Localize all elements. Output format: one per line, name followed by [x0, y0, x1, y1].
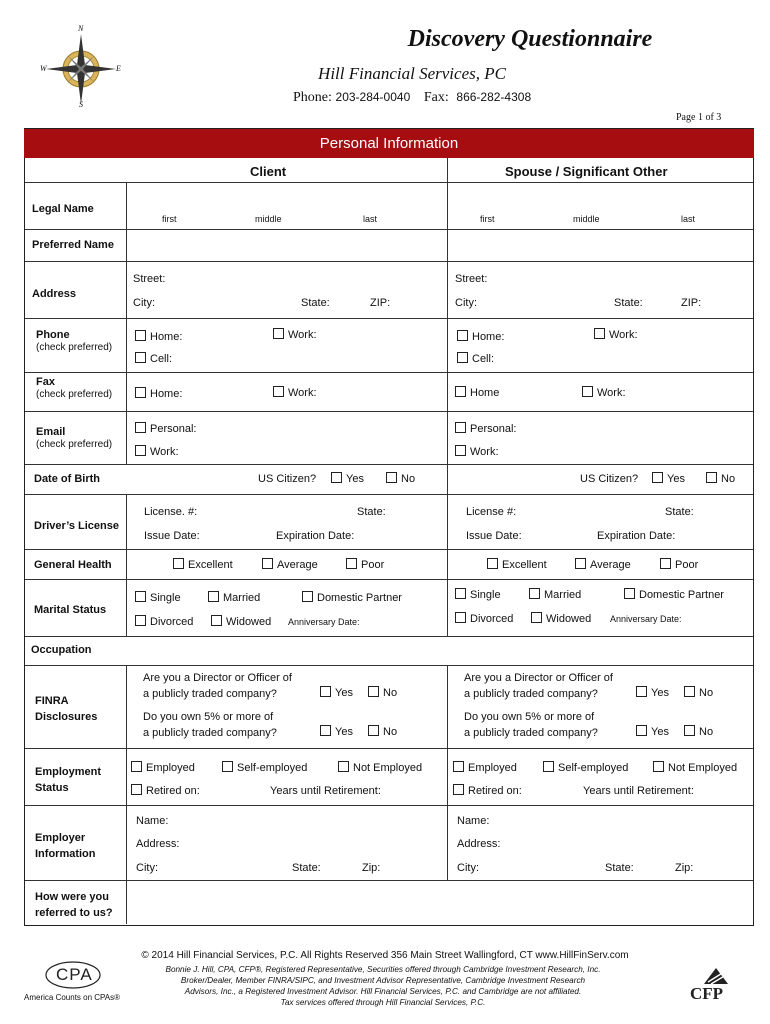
occupation-field[interactable] — [127, 638, 751, 664]
client-self-employed[interactable] — [222, 761, 307, 774]
client-phone-home[interactable] — [135, 330, 182, 343]
spouse-citizen-no[interactable] — [706, 472, 735, 485]
client-license-state[interactable]: State: — [357, 506, 386, 518]
checkbox[interactable] — [543, 761, 554, 772]
checkbox[interactable] — [211, 615, 222, 626]
checkbox[interactable] — [636, 686, 647, 697]
spouse-finra-q1-yes[interactable] — [636, 686, 669, 699]
checkbox[interactable] — [455, 612, 466, 623]
section-banner: Personal Information — [24, 129, 754, 158]
option-label: Yes — [335, 687, 353, 699]
spouse-employer-name[interactable]: Name: — [457, 815, 490, 827]
spouse-middle-hint: middle — [573, 214, 600, 224]
option-label: Yes — [667, 473, 685, 485]
checkbox[interactable] — [706, 472, 717, 483]
compass-w: W — [40, 64, 47, 73]
spouse-marital-domestic[interactable] — [624, 588, 724, 601]
option-label: Yes — [346, 473, 364, 485]
checkbox[interactable] — [135, 352, 146, 363]
fax-label: Fax: — [423, 90, 449, 105]
row-divider — [25, 748, 753, 749]
label-email: Email — [36, 426, 66, 438]
label-preferred-name: Preferred Name — [32, 239, 114, 251]
client-marital-widowed[interactable] — [211, 615, 271, 628]
spouse-self-employed[interactable] — [543, 761, 628, 774]
spouse-employer-city[interactable]: City: — [457, 862, 479, 874]
spouse-expiration-date[interactable]: Expiration Date: — [597, 530, 676, 542]
checkbox[interactable] — [487, 558, 498, 569]
checkbox[interactable] — [455, 422, 466, 433]
spouse-employer-address[interactable]: Address: — [457, 838, 501, 850]
compass-s: S — [79, 100, 83, 109]
option-label: Domestic Partner — [639, 589, 724, 601]
company-name: Hill Financial Services, PC — [318, 64, 506, 83]
spouse-citizen-yes[interactable] — [652, 472, 685, 485]
cfp-logo — [686, 964, 746, 1004]
label-phone: Phone — [36, 329, 70, 341]
label-dob: Date of Birth — [34, 473, 100, 485]
spouse-finra-q2-line1: Do you own 5% or more of — [464, 711, 595, 723]
label-marital-status: Marital Status — [34, 604, 107, 616]
phone-label: Phone: — [293, 90, 332, 105]
spouse-fax-work[interactable] — [582, 386, 626, 399]
checkbox[interactable] — [131, 784, 142, 795]
page-title: Discovery Questionnaire — [407, 26, 653, 52]
checkbox[interactable] — [457, 330, 468, 341]
row-divider — [25, 261, 753, 262]
checkbox[interactable] — [273, 386, 284, 397]
client-employer-city[interactable]: City: — [136, 862, 158, 874]
option-label: Poor — [361, 559, 385, 571]
checkbox[interactable] — [368, 725, 379, 736]
option-label: Retired on: — [146, 785, 200, 797]
column-header-client: Client — [250, 164, 287, 179]
label-finra: FINRA — [35, 695, 69, 707]
contact-line — [293, 89, 531, 106]
client-health-average[interactable] — [262, 558, 318, 571]
label-employment: Employment — [35, 766, 102, 778]
checkbox[interactable] — [331, 472, 342, 483]
client-citizen-no[interactable] — [386, 472, 415, 485]
client-employer-state[interactable]: State: — [292, 862, 321, 874]
spouse-health-excellent[interactable] — [487, 558, 547, 571]
checkbox[interactable] — [684, 686, 695, 697]
client-marital-married[interactable] — [208, 591, 260, 604]
client-marital-single[interactable] — [135, 591, 181, 604]
client-anniversary-date[interactable]: Anniversary Date: — [288, 617, 360, 627]
client-finra-q1-no[interactable] — [368, 686, 397, 699]
cpa-logo — [44, 960, 102, 990]
option-label: Work: — [597, 387, 626, 399]
option-label: Single — [470, 589, 501, 601]
checkbox[interactable] — [135, 422, 146, 433]
label-legal-name: Legal Name — [32, 203, 94, 215]
spouse-marital-divorced[interactable] — [455, 612, 513, 625]
label-disclosures: Disclosures — [35, 711, 98, 723]
client-email-personal[interactable] — [135, 422, 196, 435]
option-label: Personal: — [470, 423, 517, 435]
column-header-spouse: Spouse / Significant Other — [505, 164, 668, 179]
checkbox[interactable] — [262, 558, 273, 569]
spouse-us-citizen-label: US Citizen? — [580, 473, 639, 485]
spouse-employer-zip[interactable]: Zip: — [675, 862, 694, 874]
client-finra-q2-line1: Do you own 5% or more of — [143, 711, 274, 723]
checkbox[interactable] — [131, 761, 142, 772]
row-divider — [25, 182, 753, 183]
spouse-email-work[interactable] — [455, 445, 499, 458]
spouse-anniversary-date[interactable]: Anniversary Date: — [610, 614, 682, 624]
client-phone-cell[interactable] — [135, 352, 172, 365]
row-divider — [25, 494, 753, 495]
label-email-hint: (check preferred) — [36, 439, 113, 450]
client-preferred-name-field[interactable] — [128, 231, 446, 260]
row-divider — [25, 805, 753, 806]
spouse-email-personal[interactable] — [455, 422, 516, 435]
checkbox[interactable] — [320, 686, 331, 697]
option-label: Home: — [150, 331, 183, 343]
checkbox[interactable] — [684, 725, 695, 736]
row-divider — [25, 318, 753, 319]
row-divider — [25, 636, 753, 637]
spouse-street-field[interactable]: Street: — [455, 273, 488, 285]
option-label: No — [401, 473, 416, 485]
label-phone-hint: (check preferred) — [36, 342, 113, 353]
spouse-fax-home[interactable] — [455, 386, 499, 399]
option-label: Work: — [288, 329, 317, 341]
spouse-issue-date[interactable]: Issue Date: — [466, 530, 522, 542]
option-label: Average — [277, 559, 318, 571]
option-label: No — [699, 687, 714, 699]
option-label: No — [699, 726, 714, 738]
spouse-finra-q2-yes[interactable] — [636, 725, 669, 738]
checkbox[interactable] — [320, 725, 331, 736]
compass-e: E — [116, 64, 121, 73]
option-label: Work: — [288, 387, 317, 399]
option-label: Self-employed — [237, 762, 308, 774]
label-fax: Fax — [36, 376, 55, 388]
option-label: Self-employed — [558, 762, 629, 774]
client-health-poor[interactable] — [346, 558, 384, 571]
row-divider — [25, 880, 753, 881]
option-label: Yes — [335, 726, 353, 738]
client-finra-q1-yes[interactable] — [320, 686, 353, 699]
checkbox[interactable] — [624, 588, 635, 599]
client-fax-home[interactable] — [135, 387, 182, 400]
client-issue-date[interactable]: Issue Date: — [144, 530, 200, 542]
page-number: Page 1 of 3 — [676, 112, 722, 123]
option-label: Divorced — [150, 616, 194, 628]
footer-copyright: © 2014 Hill Financial Services, P.C. All Rights Reserved 356 Main Street Wallingford, CT www.HillFinServ.com — [141, 950, 629, 961]
spouse-health-average[interactable] — [575, 558, 631, 571]
label-general-health: General Health — [34, 559, 112, 571]
row-divider — [25, 549, 753, 550]
option-label: Home: — [150, 388, 183, 400]
row-divider — [25, 411, 753, 412]
checkbox[interactable] — [338, 761, 349, 772]
fax-number: 866-282-4308 — [456, 90, 532, 104]
client-finra-q2-no[interactable] — [368, 725, 397, 738]
client-middle-hint: middle — [255, 214, 282, 224]
spouse-marital-widowed[interactable] — [531, 612, 591, 625]
client-finra-q2-line2: a publicly traded company? — [143, 727, 277, 739]
option-label: Employed — [146, 762, 195, 774]
checkbox[interactable] — [594, 328, 605, 339]
option-label: Domestic Partner — [317, 592, 402, 604]
spouse-years-until-retirement[interactable]: Years until Retirement: — [583, 785, 694, 797]
disclaimer-line: Tax services offered through Hill Financial Services, P.C. — [280, 998, 486, 1007]
spouse-city-field[interactable]: City: — [455, 297, 477, 309]
checkbox[interactable] — [135, 445, 146, 456]
client-marital-divorced[interactable] — [135, 615, 193, 628]
checkbox[interactable] — [455, 386, 466, 397]
spouse-finra-q2-line2: a publicly traded company? — [464, 727, 598, 739]
spouse-last-hint: last — [681, 214, 696, 224]
client-city-field[interactable]: City: — [133, 297, 155, 309]
client-first-hint: first — [162, 214, 177, 224]
disclaimer-line: Advisors, Inc., a Registered Investment Advisor. Hill Financial Services, P.C. and Cambridge are not affiliated. — [184, 987, 582, 996]
option-label: Poor — [675, 559, 699, 571]
client-phone-work[interactable] — [273, 328, 317, 341]
client-email-work[interactable] — [135, 445, 179, 458]
checkbox[interactable] — [453, 784, 464, 795]
checkbox[interactable] — [455, 588, 466, 599]
spouse-finra-q2-no[interactable] — [684, 725, 713, 738]
client-state-field[interactable]: State: — [301, 297, 330, 309]
option-label: No — [721, 473, 736, 485]
option-label: Cell: — [472, 353, 495, 365]
option-label: Home — [470, 387, 500, 399]
spouse-zip-field[interactable]: ZIP: — [681, 297, 702, 309]
checkbox[interactable] — [453, 761, 464, 772]
checkbox[interactable] — [582, 386, 593, 397]
option-label: Excellent — [188, 559, 233, 571]
option-label: Widowed — [226, 616, 272, 628]
col-divider — [126, 665, 127, 924]
option-label: Not Employed — [353, 762, 423, 774]
phone-number: 203-284-0040 — [335, 90, 411, 104]
option-label: Divorced — [470, 613, 514, 625]
option-label: Widowed — [546, 613, 592, 625]
label-employer-information: Information — [35, 848, 96, 860]
spouse-employer-state[interactable]: State: — [605, 862, 634, 874]
referral-field[interactable] — [128, 882, 751, 922]
client-employed[interactable] — [131, 761, 195, 774]
option-label: Yes — [651, 726, 669, 738]
client-finra-q2-yes[interactable] — [320, 725, 353, 738]
row-divider — [25, 372, 753, 373]
spouse-employed[interactable] — [453, 761, 517, 774]
cpa-logo-text: CPA — [56, 965, 93, 984]
row-divider — [25, 579, 753, 580]
option-label: Average — [590, 559, 631, 571]
checkbox[interactable] — [652, 472, 663, 483]
client-employer-address[interactable]: Address: — [136, 838, 180, 850]
checkbox[interactable] — [208, 591, 219, 602]
option-label: Personal: — [150, 423, 197, 435]
checkbox[interactable] — [222, 761, 233, 772]
spouse-finra-q1-no[interactable] — [684, 686, 713, 699]
col-divider — [126, 494, 127, 636]
client-years-until-retirement[interactable]: Years until Retirement: — [270, 785, 381, 797]
footer-disclaimer — [118, 964, 648, 1008]
option-label: Work: — [609, 329, 638, 341]
row-divider — [25, 665, 753, 666]
label-occupation: Occupation — [31, 644, 92, 656]
spouse-marital-single[interactable] — [455, 588, 501, 601]
checkbox[interactable] — [653, 761, 664, 772]
option-label: Home: — [472, 331, 505, 343]
spouse-health-poor[interactable] — [660, 558, 698, 571]
option-label: Work: — [150, 446, 179, 458]
checkbox[interactable] — [575, 558, 586, 569]
option-label: Single — [150, 592, 181, 604]
col-divider — [447, 665, 448, 880]
client-expiration-date[interactable]: Expiration Date: — [276, 530, 355, 542]
client-not-employed[interactable] — [338, 761, 422, 774]
option-label: Work: — [470, 446, 499, 458]
cfp-logo-text: CFP — [690, 984, 724, 1003]
client-street-field[interactable]: Street: — [133, 273, 166, 285]
client-health-excellent[interactable] — [173, 558, 233, 571]
spouse-finra-q1-line1: Are you a Director or Officer of — [464, 672, 613, 684]
option-label: No — [383, 726, 398, 738]
option-label: Employed — [468, 762, 517, 774]
col-divider — [447, 494, 448, 636]
label-address: Address — [32, 288, 77, 300]
spouse-first-hint: first — [480, 214, 495, 224]
checkbox[interactable] — [457, 352, 468, 363]
option-label: Excellent — [502, 559, 547, 571]
checkbox[interactable] — [346, 558, 357, 569]
label-drivers-license: Driver’s License — [34, 520, 119, 532]
client-us-citizen-label: US Citizen? — [258, 473, 317, 485]
checkbox[interactable] — [368, 686, 379, 697]
checkbox[interactable] — [636, 725, 647, 736]
client-employer-name[interactable]: Name: — [136, 815, 169, 827]
option-label: Retired on: — [468, 785, 522, 797]
client-marital-domestic[interactable] — [302, 591, 402, 604]
row-divider — [25, 464, 753, 465]
label-referred-line2: referred to us? — [35, 907, 113, 919]
label-employer: Employer — [35, 832, 86, 844]
col-divider — [447, 158, 448, 494]
cpa-tagline: America Counts on CPAs® — [24, 993, 121, 1002]
checkbox[interactable] — [302, 591, 313, 602]
row-divider — [25, 229, 753, 230]
label-employment-status: Status — [35, 782, 69, 794]
spouse-preferred-name-field[interactable] — [449, 231, 751, 260]
spouse-phone-cell[interactable] — [457, 352, 494, 365]
checkbox[interactable] — [273, 328, 284, 339]
spouse-state-field[interactable]: State: — [614, 297, 643, 309]
spouse-legal-name-field[interactable] — [449, 184, 751, 212]
client-last-hint: last — [363, 214, 378, 224]
option-label: Yes — [651, 687, 669, 699]
client-finra-q1-line1: Are you a Director or Officer of — [143, 672, 292, 684]
checkbox[interactable] — [455, 445, 466, 456]
checkbox[interactable] — [135, 591, 146, 602]
option-label: Married — [223, 592, 261, 604]
compass-n: N — [78, 24, 84, 33]
spouse-phone-work[interactable] — [594, 328, 638, 341]
client-zip-field[interactable]: ZIP: — [370, 297, 391, 309]
spouse-license-number[interactable]: License #: — [466, 506, 517, 518]
client-finra-q1-line2: a publicly traded company? — [143, 688, 277, 700]
label-referred-line1: How were you — [35, 891, 109, 903]
label-fax-hint: (check preferred) — [36, 389, 113, 400]
checkbox[interactable] — [660, 558, 671, 569]
spouse-marital-married[interactable] — [529, 588, 581, 601]
checkbox[interactable] — [529, 588, 540, 599]
col-divider — [126, 182, 127, 464]
disclaimer-line: Bonnie J. Hill, CPA, CFP®, Registered Representative, Securities offered through Cambridge Investment Research, Inc. — [165, 965, 601, 974]
spouse-license-state[interactable]: State: — [665, 506, 694, 518]
option-label: Married — [544, 589, 582, 601]
client-legal-name-field[interactable] — [128, 184, 446, 212]
client-license-number[interactable]: License. #: — [144, 506, 198, 518]
checkbox[interactable] — [531, 612, 542, 623]
checkbox[interactable] — [135, 330, 146, 341]
checkbox[interactable] — [135, 615, 146, 626]
checkbox[interactable] — [135, 387, 146, 398]
checkbox[interactable] — [173, 558, 184, 569]
spouse-not-employed[interactable] — [653, 761, 737, 774]
client-citizen-yes[interactable] — [331, 472, 364, 485]
client-employer-zip[interactable]: Zip: — [362, 862, 381, 874]
disclaimer-line: Broker/Dealer, Member FINRA/SIPC, and Investment Advisor Representative, Cambridge Investment Research — [180, 976, 586, 985]
spouse-retired-on[interactable] — [453, 784, 522, 797]
client-retired-on[interactable] — [131, 784, 200, 797]
option-label: No — [383, 687, 398, 699]
client-fax-work[interactable] — [273, 386, 317, 399]
option-label: Not Employed — [668, 762, 738, 774]
option-label: Cell: — [150, 353, 173, 365]
spouse-finra-q1-line2: a publicly traded company? — [464, 688, 598, 700]
checkbox[interactable] — [386, 472, 397, 483]
spouse-phone-home[interactable] — [457, 330, 504, 343]
